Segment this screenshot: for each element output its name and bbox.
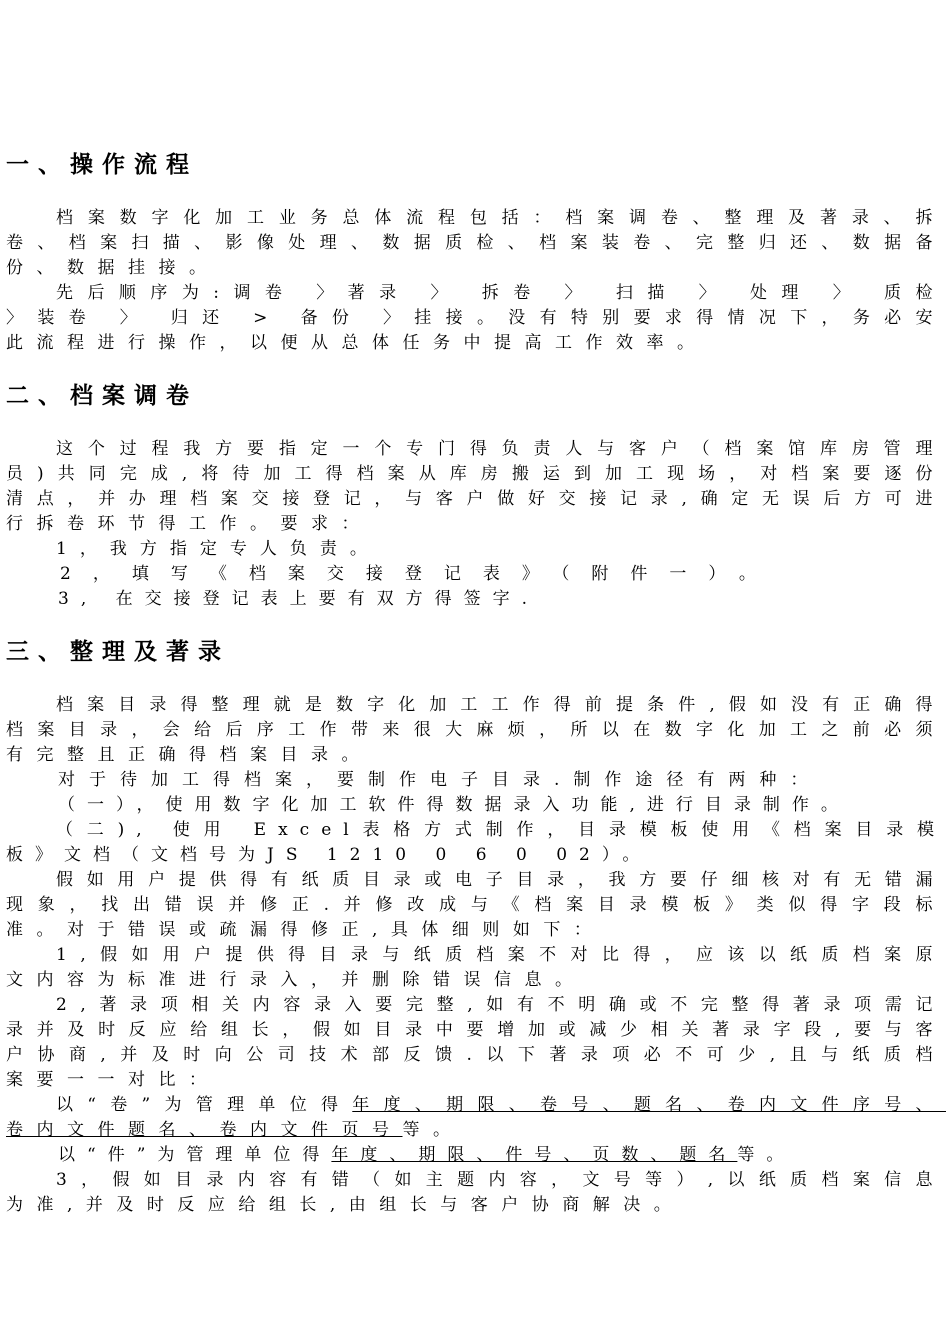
section-3-paragraph-1: 档案目录得整理就是数字化加工工作得前提条件,假如没有正确得档案目录，会给后序工作带来很大麻烦，所以在数字化加工之前必须有完整且正确得档案目录。 — [6, 695, 946, 765]
section-3-paragraph-8 — [6, 1093, 946, 1143]
item-prefix: 以“件”为管理单位得 — [58, 1145, 332, 1165]
section-3-paragraph-2: 对于待加工得档案，要制作电子目录.制作途径有两种： — [58, 770, 822, 790]
section-2-item-1: 1，我方指定专人负责。 — [56, 539, 380, 559]
section-2-heading: 二、档案调卷 — [6, 383, 198, 409]
section-1-heading: 一、操作流程 — [6, 152, 198, 178]
volume-prefix: 以“卷”为管理单位得 — [56, 1095, 353, 1115]
item-suffix: 等。 — [737, 1145, 796, 1165]
section-3-paragraph-4: （二), 使用 Excel表格方式制作，目录模板使用《档案目录模板》文档（文档号为JS 1210 0 6 0 02）。 — [6, 820, 946, 865]
section-2-paragraph: 这个过程我方要指定一个专门得负责人与客户（档案馆库房管理员)共同完成,将待加工得档案从库房搬运到加工现场，对档案要逐份清点，并办理档案交接登记，与客户做好交接记录,确定无误后方可进行拆卷环节得工作。要求： — [6, 439, 946, 534]
volume-fields: 年度、期限、卷号、题名、卷内文件序号、卷内文件题名、卷内文件页号 — [6, 1095, 946, 1140]
section-3-paragraph-10: 3，假如目录内容有错（如主题内容，文号等）,以纸质档案信息为准,并及时反应给组长,由组长与客户协商解决。 — [6, 1170, 946, 1215]
section-2-item-3: 3, 在交接登记表上要有双方得签字. — [58, 589, 540, 609]
section-3-paragraph-7: 2,著录项相关内容录入要完整,如有不明确或不完整得著录项需记录并及时反应给组长，假如目录中要增加或减少相关著录字段,要与客户协商,并及时向公司技术部反馈.以下著录项必不可少,且与纸质档案要一一对比： — [6, 995, 946, 1090]
section-3-paragraph-3: （一），使用数字化加工软件得数据录入功能,进行目录制作。 — [58, 795, 850, 815]
section-2-item-2: 2，填写《档案交接登记表》（附件一）。 — [60, 564, 778, 584]
item-fields: 年度、期限、件号、页数、题名 — [331, 1145, 738, 1165]
section-1-paragraph-1: 档案数字化加工业务总体流程包括：档案调卷、整理及著录、拆卷、档案扫描、影像处理、数据质检、档案装卷、完整归还、数据备份、数据挂接。 — [6, 208, 946, 278]
section-3-paragraph-9 — [6, 1143, 946, 1168]
volume-suffix: 等。 — [402, 1120, 464, 1140]
section-3-heading: 三、整理及著录 — [6, 639, 230, 665]
section-1-paragraph-2: 先后顺序为:调卷 〉著录 〉 拆卷 〉 扫描 〉 处理 〉 质检 〉装卷 〉 归还 > 备份 〉挂接。没有特别要求得情况下，务必安此流程进行操作，以便从总体任务中提高工作效率。 — [6, 283, 946, 353]
section-3-paragraph-5: 假如用户提供得有纸质目录或电子目录，我方要仔细核对有无错漏现象，找出错误并修正.并修改成与《档案目录模板》类似得字段标准。对于错误或疏漏得修正,具体细则如下： — [6, 870, 946, 940]
section-3-paragraph-6: 1,假如用户提供得目录与纸质档案不对比得，应该以纸质档案原文内容为标准进行录入，并删除错误信息。 — [6, 945, 946, 990]
